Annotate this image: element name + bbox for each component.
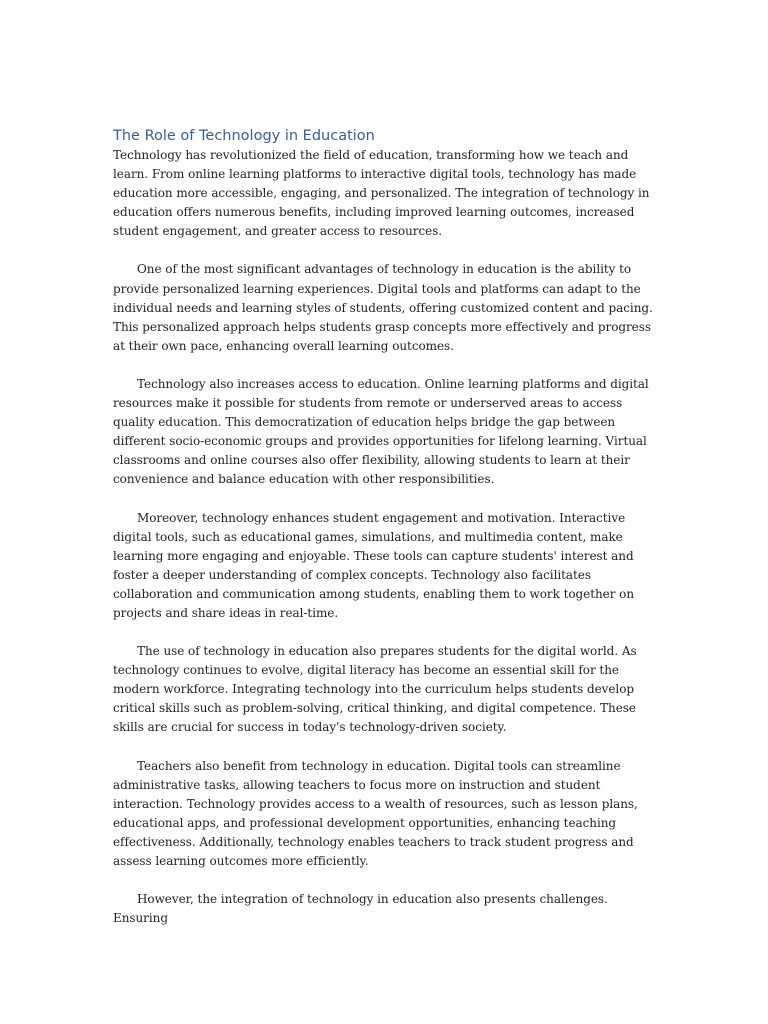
paragraph-challenges: However, the integration of technology in education also presents challenges. Ensuring [113, 892, 608, 926]
paragraph-personalized-learning: One of the most significant advantages of technology in education is the ability to provide personalized learning experiences. Digital tools and platforms can adapt to the individual needs and learning styles of students, offering customized content and pacing. This personalized approach helps students grasp concepts more effectively and progress at their own pace, enhancing overall learning outcomes. [113, 262, 653, 353]
paragraph-digital-world: The use of technology in education also prepares students for the digital world. As technology continues to evolve, digital literacy has become an essential skill for the modern workforce. Integrating technology into the curriculum helps students develop critical skills such as problem-solving, critical thinking, and digital competence. These skills are crucial for success in today's technology-driven society. [113, 644, 637, 735]
paragraph-engagement: Moreover, technology enhances student engagement and motivation. Interactive digital tools, such as educational games, simulations, and multimedia content, make learning more engaging and enjoyable. These tools can capture students' interest and foster a deeper understanding of complex concepts. Technology also facilitates collaboration and communication among students, enabling them to work together on projects and share ideas in real-time. [113, 510, 635, 620]
document-body [113, 126, 653, 947]
document-title: The Role of Technology in Education [113, 128, 375, 144]
paragraph-access-to-education: Technology also increases access to education. Online learning platforms and digital resources make it possible for students from remote or underserved areas to access quality education. This democratization of education helps bridge the gap between different socio-economic groups and provides opportunities for lifelong learning. Virtual classrooms and online courses also offer flexibility, allowing students to learn at their convenience and balance education with other responsibilities. [113, 376, 649, 487]
paragraph-teachers: Teachers also benefit from technology in education. Digital tools can streamline administrative tasks, allowing teachers to focus more on instruction and student interaction. Technology provides access to a wealth of resources, such as lesson plans, educational apps, and professional development opportunities, enhancing teaching effectiveness. Additionally, technology enables teachers to track student progress and assess learning outcomes more efficiently. [113, 758, 638, 868]
paragraph-intro: Technology has revolutionized the field of education, transforming how we teach and learn. From online learning platforms to interactive digital tools, technology has made education more accessible, engaging, and personalized. The integration of technology in education offers numerous benefits, including improved learning outcomes, increased student engagement, and greater access to resources. [113, 148, 650, 239]
